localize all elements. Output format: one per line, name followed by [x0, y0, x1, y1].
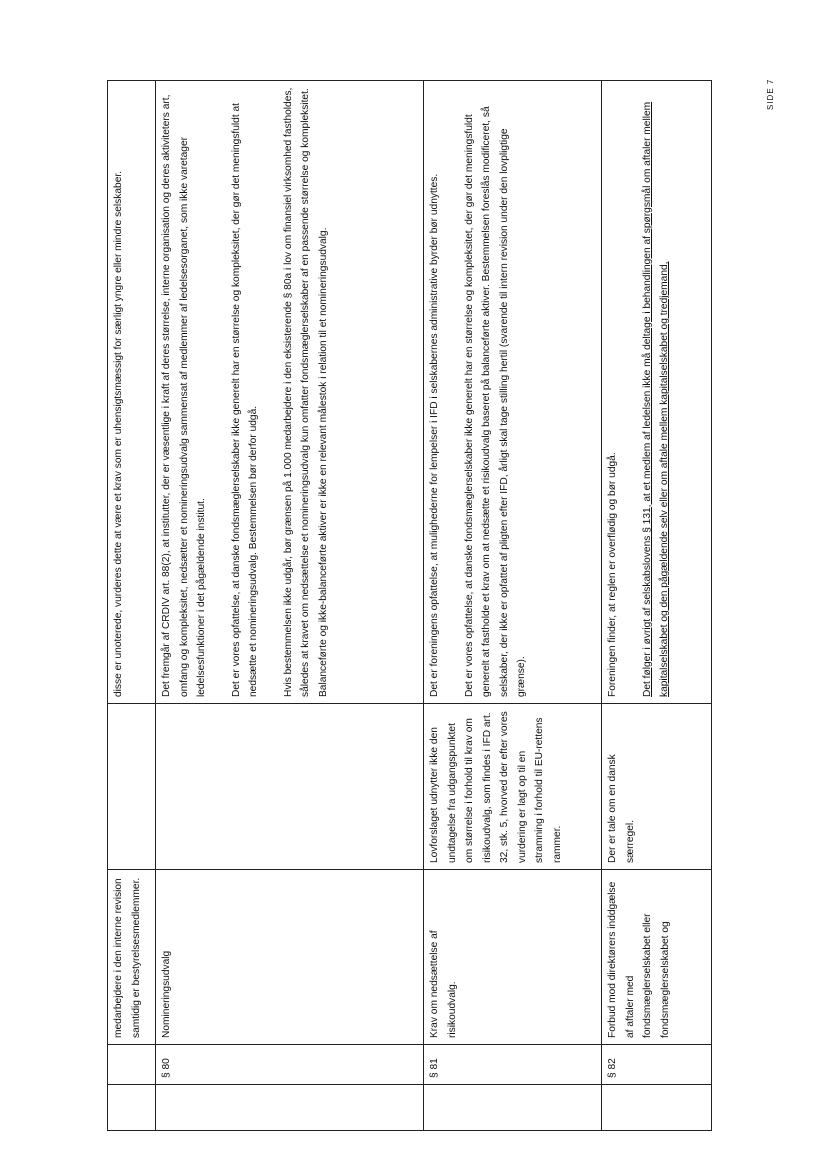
- comment-paragraph: Det er vores opfattelse, at danske fondsmæglerselskaber ikke generelt har en størrelse og kompleksitet, der gør det meningsfuldt at nedsætte et nomineringsudvalg. Bestemmelsen bør derfor udgå.: [230, 103, 259, 697]
- comment-paragraph: Det er foreningens opfattelse, at mulighederne for lempelser i IFD i selskabernes administrative byrder bør udnyttes.: [429, 173, 440, 697]
- comment-paragraph: Foreningen finder, at reglen er overflødig og bør udgå.: [607, 452, 618, 697]
- consultation-table: [107, 80, 712, 1131]
- assessment-cell: Lovforslaget udnytter ikke den undtagelse fra udgangspunktet om størrelse i forhold til krav om risikoudvalg, som findes i IFD art. 32, stk. 5, hvorved der efter vores vurdering er lagt op til en stramning i forhold til EU-rettens rammer.: [424, 704, 602, 870]
- comment-cell: [602, 81, 712, 704]
- table-row: [424, 81, 602, 1131]
- table-row: [156, 81, 424, 1131]
- table-row: [108, 81, 156, 1131]
- comment-cell: [156, 81, 424, 704]
- comment-paragraph: disse er unoterede, vurderes dette at være et krav som er uhensigtsmæssigt for særligt yngre eller mindre selskaber.: [113, 170, 124, 697]
- empty-cell: [602, 1085, 712, 1131]
- empty-cell: [108, 1085, 156, 1131]
- comment-cell: [424, 81, 602, 704]
- section-cell: § 81: [424, 1045, 602, 1085]
- provision-cell: Nomineringsudvalg: [156, 870, 424, 1045]
- section-cell: § 82: [602, 1045, 712, 1085]
- comment-paragraph: Hvis bestemmelsen ikke udgår, bør grænsen på 1.000 medarbejdere i den eksisterende § 80a i lov om finansiel virksomhed fastholdes, således at kravet om nedsættelse et nomineringsudvalg kun omfatter fondsmæglerselskaber af en passende størrelse og kompleksitet. Balanceførte og ikke-balanceførte aktiver er ikke en relevant målestok i relation til et nomineringsudvalg.: [282, 87, 329, 697]
- assessment-cell: [156, 704, 424, 870]
- section-cell: § 80: [156, 1045, 424, 1085]
- rotated-table-container: [107, 81, 717, 1131]
- section-cell: [108, 1045, 156, 1085]
- provision-cell: medarbejdere i den interne revision samtidig er bestyrelsesmedlemmer.: [108, 870, 156, 1045]
- page-number: SIDE 7: [766, 78, 775, 110]
- comment-paragraph: Det fremgår af CRDIV art. 88(2), at institutter, der er væsentlige i kraft af deres størrelse, interne organisation og deres aktiviteters art, omfang og kompleksitet, nedsætter et nomineringsudvalg sammensat af medlemmer af ledelsesorganet, som ikke varetager ledelsesfunktioner i det pågældende institut.: [161, 94, 207, 697]
- comment-cell: [108, 81, 156, 704]
- assessment-cell: [108, 704, 156, 870]
- empty-cell: [424, 1085, 602, 1131]
- comment-paragraph: Det er vores opfattelse, at danske fondsmæglerselskaber ikke generelt har en størrelse og kompleksitet, der gør det meningsfuldt generelt at fastholde et krav om at nedsætte et risikoudvalg baseret på balanceførte aktiver. Bestemmelsen foreslås modificeret, så selskaber, der ikke er opfattet af pligten efter IFD, årligt skal tage stilling hertil (svarende til intern revision under den lovpligtige grænse).: [463, 106, 527, 697]
- comment-paragraph: Det følger i øvrigt af selskabslovens § 131, at et medlem af ledelsen ikke må deltage i behandlingen af spørgsmål om aftaler mellem kapitalselskabet og den pågældende selv eller om aftale mellem kapitalselskabet og tredjemand,: [641, 101, 670, 697]
- assessment-cell: Der er tale om en dansk særregel.: [602, 704, 712, 870]
- provision-cell: Forbud mod direktørers inddgælse af aftaler med fondsmæglerselskabet eller fondsmæglerselskabet og: [602, 870, 712, 1045]
- provision-cell: Krav om nedsættelse af risikoudvalg.: [424, 870, 602, 1045]
- empty-cell: [156, 1085, 424, 1131]
- table-row: [602, 81, 712, 1131]
